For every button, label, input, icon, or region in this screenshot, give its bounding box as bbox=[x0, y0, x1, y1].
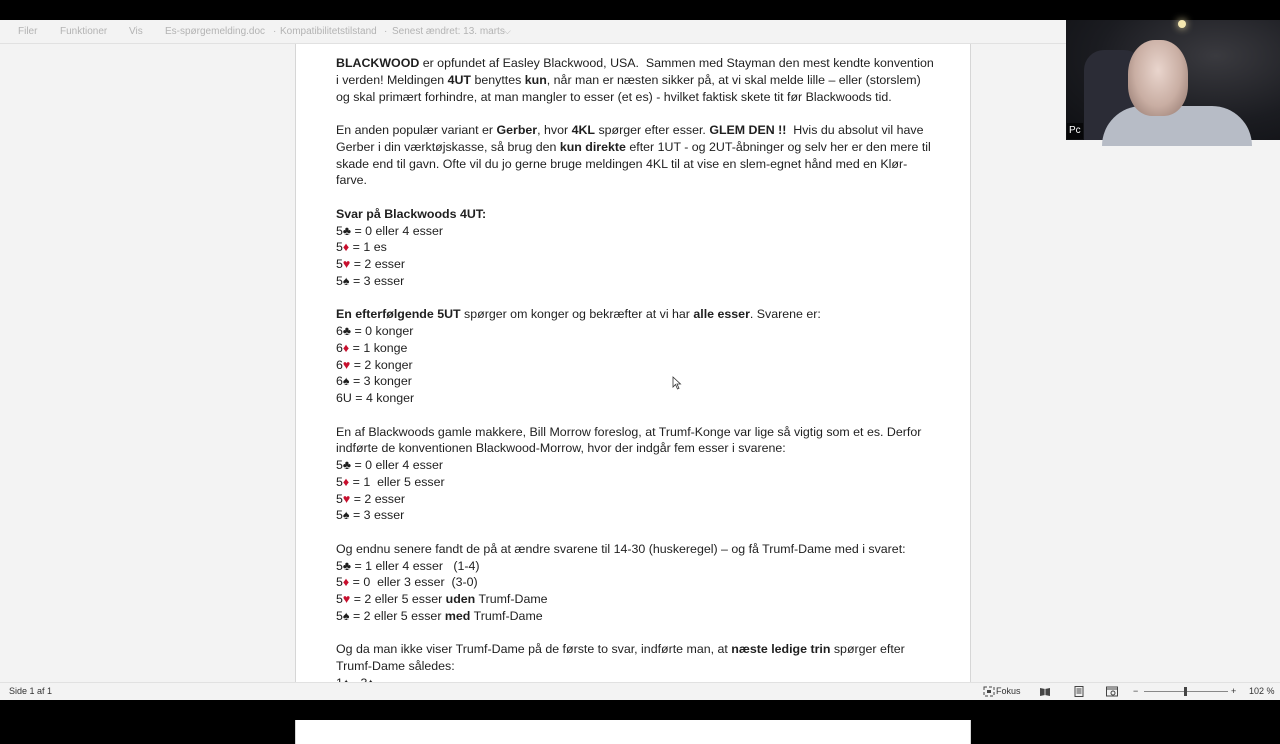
list-item: 5♣ = 0 eller 4 esser bbox=[336, 223, 443, 238]
suit-icon: ♦ bbox=[342, 340, 350, 355]
list-rkc-answers bbox=[336, 558, 936, 625]
screen-bottom-bar bbox=[0, 700, 1280, 720]
compatibility-mode: Kompatibilitetstilstand bbox=[280, 26, 377, 37]
page-count[interactable]: Side 1 af 1 bbox=[9, 686, 53, 696]
suit-icon: ♣ bbox=[342, 324, 352, 338]
document-title: Es-spørgemelding.doc bbox=[165, 26, 266, 37]
suit-icon: ♥ bbox=[342, 257, 351, 271]
lamp-light bbox=[1178, 20, 1186, 28]
menu-item-funktioner[interactable]: Funktioner bbox=[60, 26, 108, 37]
zoom-out-icon[interactable]: − bbox=[1133, 686, 1139, 696]
menu-bar bbox=[0, 20, 1066, 44]
list-item: 6♦ = 1 konge bbox=[336, 340, 408, 355]
list-item: 5♠ = 2 eller 5 esser med Trumf-Dame bbox=[336, 608, 543, 623]
paragraph-1430: Og endnu senere fandt de på at ændre svarene til 14-30 (huskeregel) – og få Trumf-Dame med i svaret: bbox=[336, 541, 906, 556]
list-item: 5♦ = 1 es bbox=[336, 240, 387, 255]
participant-label: Pc bbox=[1067, 123, 1083, 139]
suit-icon: ♠ bbox=[342, 273, 350, 288]
screen-top-bar bbox=[0, 0, 1280, 20]
separator-dot: · bbox=[384, 26, 388, 37]
suit-icon: ♦ bbox=[342, 240, 350, 255]
list-item: 6U = 4 konger bbox=[336, 391, 415, 405]
list-blackwood-answers bbox=[336, 223, 936, 290]
list-item: 5♦ = 0 eller 3 esser (3-0) bbox=[336, 575, 478, 590]
webcam-overlay bbox=[1066, 20, 1280, 140]
list-item: 5♦ = 1 eller 5 esser bbox=[336, 474, 445, 489]
mouse-cursor-icon bbox=[672, 376, 682, 390]
suit-icon: ♦ bbox=[342, 575, 350, 590]
paragraph-trumf-dame: Og da man ikke viser Trumf-Dame på de første to svar, indførte man, at næste ledige trin spørger efter Trumf-Dame således: bbox=[336, 642, 909, 673]
heading-blackwood-answers: Svar på Blackwoods 4UT: bbox=[336, 206, 487, 221]
status-bar bbox=[0, 682, 1280, 700]
chevron-down-icon[interactable]: ⌵ bbox=[504, 26, 511, 36]
suit-icon: ♦ bbox=[342, 474, 350, 489]
menu-item-vis[interactable]: Vis bbox=[129, 26, 143, 37]
paragraph-blackwood: BLACKWOOD er opfundet af Easley Blackwood, USA. Sammen med Stayman den mest kendte konvention i verden! Meldingen 4UT benyttes kun, når man er næsten sikker på, at vi skal melde lille – eller (storslem) og skal primært forhindre, at man mangler to esser (et es) - hvilket faktisk skete tit før Blackwoods tid. bbox=[336, 56, 938, 104]
list-king-answers bbox=[336, 323, 936, 390]
paragraph-5ut: En efterfølgende 5UT spørger om konger og bekræfter at vi har alle esser. Svarene er: bbox=[336, 307, 821, 322]
list-item: 5♣ = 1 eller 4 esser (1-4) bbox=[336, 558, 480, 573]
last-saved[interactable]: Senest ændret: 13. marts bbox=[392, 26, 505, 37]
zoom-slider-thumb[interactable] bbox=[1184, 687, 1187, 696]
document-page[interactable] bbox=[295, 44, 971, 744]
paragraph-gerber: En anden populær variant er Gerber, hvor 4KL spørger efter esser. GLEM DEN !! Hvis du absolut vil have Gerber i din værktøjskasse, så brug den kun direkte efter 1UT - og 2UT-åbninger og selv her er den mere til skade end til gavn. Ofte vil du jo gerne bruge meldingen 4KL til at vise en slem-egnet hånd med en Klør-farve. bbox=[336, 123, 935, 188]
list-item: 5♠ = 3 esser bbox=[336, 273, 405, 288]
list-item: 5♠ = 3 esser bbox=[336, 508, 405, 523]
suit-icon: ♣ bbox=[342, 458, 352, 472]
suit-icon: ♣ bbox=[342, 223, 352, 238]
print-layout-icon[interactable] bbox=[1073, 686, 1085, 697]
suit-icon: ♠ bbox=[342, 508, 350, 523]
suit-icon: ♠ bbox=[342, 608, 350, 623]
suit-icon: ♥ bbox=[342, 592, 351, 606]
suit-icon: ♣ bbox=[342, 558, 352, 573]
document-body[interactable] bbox=[336, 55, 936, 692]
focus-label[interactable]: Fokus bbox=[996, 686, 1021, 696]
focus-icon[interactable] bbox=[983, 686, 995, 697]
suit-icon: ♥ bbox=[342, 491, 351, 506]
zoom-level[interactable]: 102 % bbox=[1249, 686, 1275, 696]
person-head bbox=[1128, 40, 1188, 116]
web-layout-icon[interactable] bbox=[1106, 686, 1118, 697]
list-morrow-answers bbox=[336, 457, 936, 524]
separator-dot: · bbox=[273, 26, 277, 37]
list-item: 5♥ = 2 esser bbox=[336, 491, 406, 506]
list-item: 6♣ = 0 konger bbox=[336, 324, 414, 338]
suit-icon: ♠ bbox=[342, 374, 350, 389]
list-item: 6♥ = 2 konger bbox=[336, 357, 413, 372]
read-mode-icon[interactable] bbox=[1039, 686, 1051, 697]
list-item: 5♣ = 0 eller 4 esser bbox=[336, 458, 443, 472]
zoom-in-icon[interactable]: + bbox=[1231, 686, 1237, 696]
list-item: 6♠ = 3 konger bbox=[336, 374, 412, 389]
menu-item-filer[interactable]: Filer bbox=[18, 26, 38, 37]
person-body bbox=[1102, 106, 1252, 146]
list-item: 5♥ = 2 eller 5 esser uden Trumf-Dame bbox=[336, 592, 548, 606]
suit-icon: ♥ bbox=[342, 357, 351, 372]
list-item: 5♥ = 2 esser bbox=[336, 257, 406, 271]
paragraph-morrow: En af Blackwoods gamle makkere, Bill Morrow foreslog, at Trumf-Konge var lige så vigtig som et es. Derfor indførte de konventionen Blackwood-Morrow, hvor der indgår fem esser i svarene: bbox=[336, 424, 925, 456]
